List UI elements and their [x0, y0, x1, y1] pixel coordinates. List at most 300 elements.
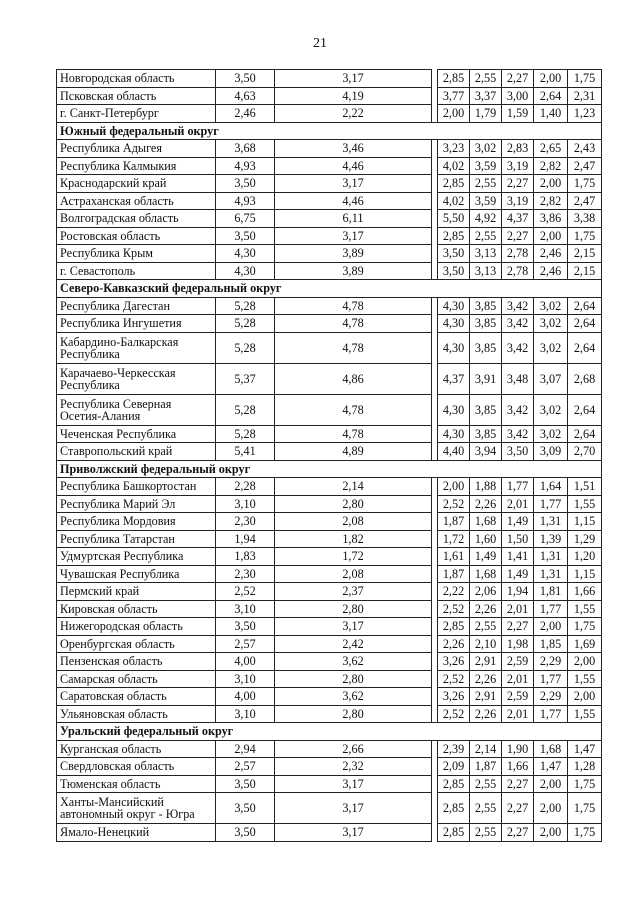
table-row: [57, 513, 602, 531]
coefficient-cell-1: 4,00: [216, 688, 275, 706]
coefficient-cell-1: 5,28: [216, 332, 275, 363]
coefficient-cell-2: 2,80: [275, 600, 432, 618]
coefficient-cell-7: 1,75: [568, 227, 602, 245]
table-row: [57, 87, 602, 105]
region-cell: Республика Башкортостан: [57, 478, 216, 496]
coefficient-cell-2: 2,08: [275, 565, 432, 583]
coefficient-cell-1: 2,52: [216, 583, 275, 601]
section-title: Уральский федеральный округ: [57, 723, 602, 741]
table-row: [57, 363, 602, 394]
coefficient-cell-6: 1,64: [534, 478, 568, 496]
coefficient-cell-3: 4,30: [438, 394, 470, 425]
coefficient-cell-7: 1,29: [568, 530, 602, 548]
region-cell: Псковская область: [57, 87, 216, 105]
coefficient-cell-6: 1,47: [534, 758, 568, 776]
coefficient-cell-6: 2,64: [534, 87, 568, 105]
section-header-row: [57, 460, 602, 478]
coefficient-cell-4: 1,60: [470, 530, 502, 548]
section-title: Приволжский федеральный округ: [57, 460, 602, 478]
coefficient-cell-5: 3,19: [502, 192, 534, 210]
coefficient-cell-2: 3,17: [275, 227, 432, 245]
coefficient-cell-4: 3,85: [470, 297, 502, 315]
coefficient-cell-3: 2,85: [438, 618, 470, 636]
coefficient-cell-6: 1,39: [534, 530, 568, 548]
coefficient-cell-1: 3,50: [216, 175, 275, 193]
coefficient-cell-3: 3,50: [438, 245, 470, 263]
coefficient-cell-4: 2,55: [470, 227, 502, 245]
coefficient-cell-6: 3,02: [534, 425, 568, 443]
coefficient-cell-7: 1,69: [568, 635, 602, 653]
coefficient-cell-2: 3,17: [275, 618, 432, 636]
coefficient-cell-1: 2,57: [216, 635, 275, 653]
coefficient-cell-1: 3,50: [216, 227, 275, 245]
coefficient-cell-1: 5,28: [216, 297, 275, 315]
coefficient-cell-5: 1,49: [502, 565, 534, 583]
coefficient-cell-2: 2,08: [275, 513, 432, 531]
coefficient-cell-2: 4,78: [275, 332, 432, 363]
coefficient-cell-6: 2,00: [534, 227, 568, 245]
coefficient-cell-7: 2,47: [568, 157, 602, 175]
table-row: [57, 478, 602, 496]
coefficient-cell-6: 1,81: [534, 583, 568, 601]
coefficient-cell-4: 2,55: [470, 824, 502, 842]
table-row: [57, 297, 602, 315]
coefficient-cell-4: 3,94: [470, 443, 502, 461]
coefficient-cell-6: 3,86: [534, 210, 568, 228]
table-row: [57, 105, 602, 123]
coefficient-cell-5: 3,42: [502, 297, 534, 315]
coefficient-cell-7: 2,70: [568, 443, 602, 461]
coefficient-cell-5: 1,41: [502, 548, 534, 566]
table-row: [57, 192, 602, 210]
table-row: [57, 740, 602, 758]
coefficient-cell-5: 2,83: [502, 140, 534, 158]
table-body: [57, 70, 602, 842]
coefficient-cell-1: 6,75: [216, 210, 275, 228]
coefficient-cell-2: 3,17: [275, 175, 432, 193]
page-number: 21: [313, 36, 327, 51]
coefficient-cell-2: 2,14: [275, 478, 432, 496]
coefficient-cell-7: 2,00: [568, 653, 602, 671]
table-row: [57, 245, 602, 263]
coefficient-cell-3: 2,85: [438, 793, 470, 824]
coefficient-cell-6: 1,68: [534, 740, 568, 758]
coefficient-cell-5: 3,42: [502, 425, 534, 443]
section-title: Южный федеральный округ: [57, 122, 602, 140]
coefficient-cell-6: 3,02: [534, 394, 568, 425]
coefficient-cell-7: 3,38: [568, 210, 602, 228]
coefficient-cell-5: 1,77: [502, 478, 534, 496]
region-cell: Ханты-Мансийский автономный округ - Югра: [57, 793, 216, 824]
table-row: [57, 315, 602, 333]
coefficient-cell-1: 2,46: [216, 105, 275, 123]
coefficient-cell-5: 2,27: [502, 618, 534, 636]
table-row: [57, 793, 602, 824]
coefficient-cell-1: 5,28: [216, 394, 275, 425]
coefficient-cell-6: 1,77: [534, 600, 568, 618]
coefficient-cell-3: 2,26: [438, 635, 470, 653]
coefficient-cell-7: 2,31: [568, 87, 602, 105]
region-cell: Чувашская Республика: [57, 565, 216, 583]
coefficient-cell-3: 4,30: [438, 297, 470, 315]
coefficient-cell-2: 2,42: [275, 635, 432, 653]
coefficient-cell-5: 4,37: [502, 210, 534, 228]
region-cell: Республика Татарстан: [57, 530, 216, 548]
coefficient-cell-7: 1,75: [568, 70, 602, 88]
coefficient-cell-1: 4,93: [216, 192, 275, 210]
coefficient-cell-5: 2,59: [502, 688, 534, 706]
coefficient-cell-6: 2,82: [534, 157, 568, 175]
coefficient-cell-6: 2,00: [534, 70, 568, 88]
coefficient-cell-7: 2,64: [568, 315, 602, 333]
coefficient-cell-2: 3,89: [275, 262, 432, 280]
coefficient-cell-4: 3,13: [470, 262, 502, 280]
region-cell: Кабардино-Балкарская Республика: [57, 332, 216, 363]
table-row: [57, 635, 602, 653]
coefficient-cell-6: 1,31: [534, 565, 568, 583]
coefficient-cell-5: 1,59: [502, 105, 534, 123]
coefficient-cell-5: 2,27: [502, 824, 534, 842]
region-cell: Ростовская область: [57, 227, 216, 245]
coefficient-cell-4: 1,79: [470, 105, 502, 123]
table-row: [57, 394, 602, 425]
coefficient-cell-1: 4,63: [216, 87, 275, 105]
coefficient-cell-7: 1,23: [568, 105, 602, 123]
coefficient-cell-5: 2,78: [502, 245, 534, 263]
coefficient-cell-5: 1,98: [502, 635, 534, 653]
coefficient-cell-7: 2,43: [568, 140, 602, 158]
coefficient-cell-1: 5,37: [216, 363, 275, 394]
region-cell: Республика Крым: [57, 245, 216, 263]
coefficient-cell-4: 2,91: [470, 653, 502, 671]
coefficient-cell-3: 4,02: [438, 192, 470, 210]
coefficient-cell-4: 1,68: [470, 565, 502, 583]
table-row: [57, 157, 602, 175]
table-row: [57, 565, 602, 583]
coefficient-cell-5: 2,59: [502, 653, 534, 671]
coefficient-cell-3: 2,39: [438, 740, 470, 758]
table-row: [57, 583, 602, 601]
coefficient-cell-7: 1,15: [568, 565, 602, 583]
table-row: [57, 425, 602, 443]
coefficient-cell-5: 2,01: [502, 495, 534, 513]
coefficient-cell-3: 2,52: [438, 705, 470, 723]
coefficient-cell-3: 2,85: [438, 70, 470, 88]
coefficient-cell-3: 2,52: [438, 600, 470, 618]
region-cell: Волгоградская область: [57, 210, 216, 228]
region-cell: Республика Ингушетия: [57, 315, 216, 333]
region-cell: Республика Северная Осетия-Алания: [57, 394, 216, 425]
coefficient-cell-1: 2,30: [216, 565, 275, 583]
coefficient-cell-3: 1,72: [438, 530, 470, 548]
coefficient-cell-3: 1,61: [438, 548, 470, 566]
coefficient-cell-7: 2,47: [568, 192, 602, 210]
coefficient-cell-4: 3,37: [470, 87, 502, 105]
coefficient-cell-3: 2,52: [438, 670, 470, 688]
coefficient-cell-6: 2,00: [534, 824, 568, 842]
coefficient-cell-2: 2,80: [275, 495, 432, 513]
coefficient-cell-4: 3,85: [470, 394, 502, 425]
table-row: [57, 227, 602, 245]
coefficient-cell-3: 2,22: [438, 583, 470, 601]
coefficient-cell-4: 2,14: [470, 740, 502, 758]
coefficient-cell-1: 3,50: [216, 793, 275, 824]
coefficient-cell-1: 4,30: [216, 262, 275, 280]
coefficient-cell-1: 3,50: [216, 70, 275, 88]
coefficient-cell-5: 1,49: [502, 513, 534, 531]
coefficient-cell-6: 1,77: [534, 670, 568, 688]
coefficient-cell-7: 2,15: [568, 262, 602, 280]
region-cell: Чеченская Республика: [57, 425, 216, 443]
coefficient-cell-5: 2,01: [502, 670, 534, 688]
coefficient-cell-4: 2,55: [470, 70, 502, 88]
coefficient-cell-7: 1,75: [568, 775, 602, 793]
coefficient-cell-7: 1,51: [568, 478, 602, 496]
coefficient-cell-7: 1,55: [568, 705, 602, 723]
coefficient-cell-4: 1,87: [470, 758, 502, 776]
section-header-row: [57, 723, 602, 741]
region-cell: Ямало-Ненецкий: [57, 824, 216, 842]
coefficient-cell-1: 4,93: [216, 157, 275, 175]
table-row: [57, 332, 602, 363]
coefficient-cell-2: 4,19: [275, 87, 432, 105]
region-cell: Пензенская область: [57, 653, 216, 671]
region-cell: Новгородская область: [57, 70, 216, 88]
coefficient-cell-1: 3,10: [216, 705, 275, 723]
region-cell: Самарская область: [57, 670, 216, 688]
coefficient-cell-1: 5,28: [216, 425, 275, 443]
coefficient-cell-6: 2,46: [534, 245, 568, 263]
table-row: [57, 530, 602, 548]
coefficient-cell-7: 1,55: [568, 495, 602, 513]
coefficient-cell-7: 1,20: [568, 548, 602, 566]
coefficient-cell-4: 3,85: [470, 332, 502, 363]
table-row: [57, 688, 602, 706]
coefficient-cell-2: 4,46: [275, 157, 432, 175]
region-cell: Ульяновская область: [57, 705, 216, 723]
coefficient-cell-6: 2,29: [534, 653, 568, 671]
coefficient-cell-6: 2,46: [534, 262, 568, 280]
coefficient-cell-3: 2,85: [438, 175, 470, 193]
coefficient-cell-6: 3,02: [534, 315, 568, 333]
coefficient-cell-4: 2,26: [470, 670, 502, 688]
coefficient-cell-5: 3,42: [502, 315, 534, 333]
region-cell: Республика Адыгея: [57, 140, 216, 158]
coefficient-cell-4: 1,88: [470, 478, 502, 496]
coefficient-cell-2: 2,37: [275, 583, 432, 601]
coefficient-cell-7: 1,75: [568, 618, 602, 636]
table-row: [57, 495, 602, 513]
coefficient-cell-5: 1,94: [502, 583, 534, 601]
table-row: [57, 618, 602, 636]
coefficient-cell-6: 1,77: [534, 705, 568, 723]
region-cell: г. Санкт-Петербург: [57, 105, 216, 123]
coefficient-cell-3: 2,85: [438, 824, 470, 842]
coefficient-cell-2: 2,66: [275, 740, 432, 758]
coefficient-cell-6: 2,00: [534, 793, 568, 824]
coefficient-cell-3: 3,77: [438, 87, 470, 105]
coefficient-cell-3: 4,37: [438, 363, 470, 394]
coefficient-cell-5: 1,90: [502, 740, 534, 758]
table-row: [57, 705, 602, 723]
coefficient-cell-7: 2,00: [568, 688, 602, 706]
coefficient-cell-2: 2,22: [275, 105, 432, 123]
coefficient-cell-5: 2,01: [502, 600, 534, 618]
coefficient-cell-2: 2,80: [275, 705, 432, 723]
table-row: [57, 262, 602, 280]
coefficient-cell-7: 1,75: [568, 824, 602, 842]
coefficient-cell-5: 3,19: [502, 157, 534, 175]
coefficient-cell-7: 1,55: [568, 670, 602, 688]
coefficient-cell-2: 1,82: [275, 530, 432, 548]
coefficient-cell-6: 3,09: [534, 443, 568, 461]
coefficient-cell-3: 4,30: [438, 425, 470, 443]
coefficient-cell-7: 1,28: [568, 758, 602, 776]
region-cell: Астраханская область: [57, 192, 216, 210]
coefficient-cell-6: 2,82: [534, 192, 568, 210]
coefficient-cell-7: 2,15: [568, 245, 602, 263]
coefficient-cell-7: 1,55: [568, 600, 602, 618]
coefficient-cell-6: 3,07: [534, 363, 568, 394]
coefficient-cell-1: 3,50: [216, 824, 275, 842]
coefficient-cell-6: 2,29: [534, 688, 568, 706]
coefficient-cell-7: 1,75: [568, 175, 602, 193]
coefficient-cell-7: 2,64: [568, 332, 602, 363]
coefficient-cell-2: 4,46: [275, 192, 432, 210]
coefficient-cell-1: 3,10: [216, 600, 275, 618]
coefficient-cell-3: 2,00: [438, 478, 470, 496]
coefficient-cell-1: 3,50: [216, 775, 275, 793]
regional-coefficients-table: [56, 69, 602, 842]
coefficient-cell-2: 3,62: [275, 688, 432, 706]
region-cell: Карачаево-Черкесская Республика: [57, 363, 216, 394]
coefficient-cell-2: 6,11: [275, 210, 432, 228]
coefficient-cell-3: 1,87: [438, 513, 470, 531]
coefficient-cell-4: 2,10: [470, 635, 502, 653]
region-cell: Удмуртская Республика: [57, 548, 216, 566]
table-row: [57, 758, 602, 776]
coefficient-cell-5: 2,27: [502, 70, 534, 88]
coefficient-cell-1: 5,28: [216, 315, 275, 333]
coefficient-cell-5: 3,42: [502, 394, 534, 425]
coefficient-cell-7: 1,47: [568, 740, 602, 758]
coefficient-cell-1: 3,10: [216, 495, 275, 513]
table-row: [57, 775, 602, 793]
coefficient-cell-4: 3,02: [470, 140, 502, 158]
table-row: [57, 824, 602, 842]
coefficient-cell-4: 3,59: [470, 157, 502, 175]
section-header-row: [57, 122, 602, 140]
coefficient-cell-7: 1,75: [568, 793, 602, 824]
coefficient-cell-2: 2,32: [275, 758, 432, 776]
coefficient-cell-7: 2,64: [568, 425, 602, 443]
coefficient-cell-6: 2,00: [534, 618, 568, 636]
region-cell: Ставропольский край: [57, 443, 216, 461]
coefficient-cell-4: 3,59: [470, 192, 502, 210]
region-cell: Свердловская область: [57, 758, 216, 776]
coefficient-cell-4: 2,91: [470, 688, 502, 706]
coefficient-cell-4: 3,13: [470, 245, 502, 263]
coefficient-cell-4: 1,49: [470, 548, 502, 566]
coefficient-cell-3: 4,30: [438, 315, 470, 333]
coefficient-cell-1: 3,10: [216, 670, 275, 688]
table-row: [57, 210, 602, 228]
region-cell: Саратовская область: [57, 688, 216, 706]
coefficient-cell-2: 4,78: [275, 425, 432, 443]
coefficient-cell-2: 3,89: [275, 245, 432, 263]
coefficient-cell-1: 5,41: [216, 443, 275, 461]
coefficient-cell-2: 3,62: [275, 653, 432, 671]
coefficient-cell-4: 4,92: [470, 210, 502, 228]
section-title: Северо-Кавказский федеральный округ: [57, 280, 602, 298]
region-cell: Республика Калмыкия: [57, 157, 216, 175]
coefficient-cell-6: 2,00: [534, 775, 568, 793]
table-row: [57, 653, 602, 671]
coefficient-cell-6: 1,77: [534, 495, 568, 513]
coefficient-cell-2: 3,17: [275, 70, 432, 88]
coefficient-cell-6: 1,85: [534, 635, 568, 653]
coefficient-cell-3: 4,30: [438, 332, 470, 363]
table-row: [57, 670, 602, 688]
coefficient-cell-1: 3,50: [216, 618, 275, 636]
region-cell: Республика Мордовия: [57, 513, 216, 531]
section-header-row: [57, 280, 602, 298]
coefficient-cell-5: 1,66: [502, 758, 534, 776]
coefficient-cell-3: 2,85: [438, 227, 470, 245]
coefficient-cell-3: 2,00: [438, 105, 470, 123]
coefficient-cell-4: 1,68: [470, 513, 502, 531]
coefficient-cell-1: 4,30: [216, 245, 275, 263]
coefficient-cell-4: 2,55: [470, 793, 502, 824]
region-cell: Тюменская область: [57, 775, 216, 793]
coefficient-cell-3: 2,52: [438, 495, 470, 513]
table-row: [57, 443, 602, 461]
region-cell: Пермский край: [57, 583, 216, 601]
coefficient-cell-2: 2,80: [275, 670, 432, 688]
table-row: [57, 70, 602, 88]
coefficient-cell-2: 4,78: [275, 315, 432, 333]
coefficient-cell-2: 3,17: [275, 824, 432, 842]
coefficient-cell-3: 2,09: [438, 758, 470, 776]
coefficient-cell-2: 3,46: [275, 140, 432, 158]
coefficient-cell-1: 4,00: [216, 653, 275, 671]
coefficient-cell-2: 4,78: [275, 297, 432, 315]
coefficient-cell-5: 3,48: [502, 363, 534, 394]
coefficient-cell-2: 1,72: [275, 548, 432, 566]
coefficient-cell-3: 5,50: [438, 210, 470, 228]
coefficient-cell-1: 1,94: [216, 530, 275, 548]
coefficient-cell-4: 3,85: [470, 425, 502, 443]
coefficient-cell-7: 2,64: [568, 297, 602, 315]
region-cell: Кировская область: [57, 600, 216, 618]
coefficient-cell-4: 3,85: [470, 315, 502, 333]
coefficient-cell-4: 2,26: [470, 495, 502, 513]
table-row: [57, 175, 602, 193]
coefficient-cell-7: 1,15: [568, 513, 602, 531]
coefficient-cell-1: 2,94: [216, 740, 275, 758]
region-cell: Курганская область: [57, 740, 216, 758]
coefficient-cell-1: 2,57: [216, 758, 275, 776]
region-cell: Республика Дагестан: [57, 297, 216, 315]
coefficient-cell-3: 4,40: [438, 443, 470, 461]
table-row: [57, 140, 602, 158]
region-cell: Краснодарский край: [57, 175, 216, 193]
coefficient-cell-6: 2,65: [534, 140, 568, 158]
table-row: [57, 548, 602, 566]
coefficient-cell-5: 3,50: [502, 443, 534, 461]
coefficient-cell-4: 3,91: [470, 363, 502, 394]
coefficient-cell-4: 2,06: [470, 583, 502, 601]
